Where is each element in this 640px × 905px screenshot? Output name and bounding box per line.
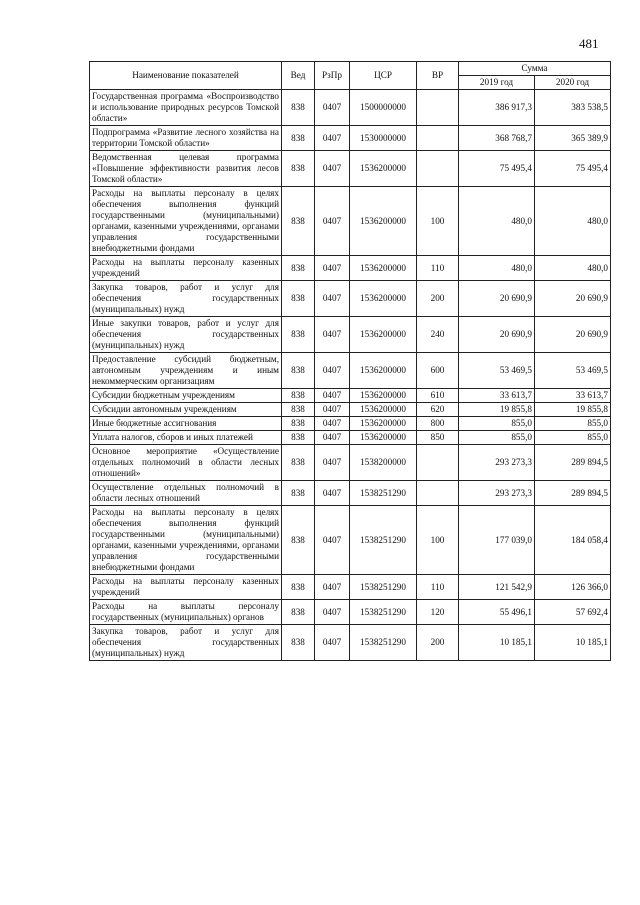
cell-vr xyxy=(417,126,459,151)
table-row xyxy=(90,90,611,126)
cell-csr: 1536200000 xyxy=(350,417,417,431)
table-row xyxy=(90,317,611,353)
table-row xyxy=(90,600,611,625)
cell-amount-2019: 480,0 xyxy=(459,256,535,281)
cell-amount-2020: 383 538,5 xyxy=(535,90,611,126)
cell-csr: 1500000000 xyxy=(350,90,417,126)
cell-vr: 240 xyxy=(417,317,459,353)
cell-name: Ведомственная целевая программа «Повышение эффективности развития лесов Томской области» xyxy=(90,151,282,187)
cell-name: Закупка товаров, работ и услуг для обеспечения государственных (муниципальных) нужд xyxy=(90,281,282,317)
cell-amount-2020: 19 855,8 xyxy=(535,403,611,417)
cell-amount-2020: 53 469,5 xyxy=(535,353,611,389)
table-row xyxy=(90,256,611,281)
cell-name: Осуществление отдельных полномочий в области лесных отношений xyxy=(90,481,282,506)
cell-ved: 838 xyxy=(282,353,315,389)
cell-name: Расходы на выплаты персоналу в целях обеспечения выполнения функций государственными (муниципальными) органами, казенными учреждениями, органами управления государственными внебюджетными фондами xyxy=(90,187,282,256)
cell-csr: 1538251290 xyxy=(350,506,417,575)
cell-amount-2020: 10 185,1 xyxy=(535,625,611,661)
cell-csr: 1536200000 xyxy=(350,187,417,256)
table-row xyxy=(90,281,611,317)
cell-amount-2020: 855,0 xyxy=(535,431,611,445)
table-header xyxy=(90,62,611,90)
cell-amount-2019: 855,0 xyxy=(459,417,535,431)
cell-ved: 838 xyxy=(282,389,315,403)
header-vr: ВР xyxy=(417,62,459,90)
cell-csr: 1536200000 xyxy=(350,431,417,445)
cell-ved: 838 xyxy=(282,481,315,506)
cell-amount-2019: 386 917,3 xyxy=(459,90,535,126)
cell-rzpr: 0407 xyxy=(315,317,350,353)
cell-csr: 1536200000 xyxy=(350,317,417,353)
table-row xyxy=(90,445,611,481)
cell-rzpr: 0407 xyxy=(315,281,350,317)
table-row xyxy=(90,575,611,600)
cell-rzpr: 0407 xyxy=(315,445,350,481)
cell-ved: 838 xyxy=(282,403,315,417)
header-rzpr: РзПр xyxy=(315,62,350,90)
cell-rzpr: 0407 xyxy=(315,575,350,600)
cell-name: Подпрограмма «Развитие лесного хозяйства на территории Томской области» xyxy=(90,126,282,151)
header-year-2019: 2019 год xyxy=(459,76,535,90)
cell-ved: 838 xyxy=(282,575,315,600)
page-number: 481 xyxy=(579,36,599,51)
cell-ved: 838 xyxy=(282,151,315,187)
cell-ved: 838 xyxy=(282,281,315,317)
cell-amount-2019: 20 690,9 xyxy=(459,317,535,353)
cell-name: Иные закупки товаров, работ и услуг для обеспечения государственных (муниципальных) нужд xyxy=(90,317,282,353)
cell-rzpr: 0407 xyxy=(315,625,350,661)
cell-csr: 1538200000 xyxy=(350,445,417,481)
cell-csr: 1536200000 xyxy=(350,403,417,417)
cell-csr: 1536200000 xyxy=(350,353,417,389)
cell-ved: 838 xyxy=(282,431,315,445)
cell-ved: 838 xyxy=(282,256,315,281)
cell-ved: 838 xyxy=(282,600,315,625)
cell-amount-2020: 480,0 xyxy=(535,187,611,256)
cell-amount-2019: 293 273,3 xyxy=(459,445,535,481)
cell-rzpr: 0407 xyxy=(315,353,350,389)
cell-vr: 110 xyxy=(417,575,459,600)
header-ved: Вед xyxy=(282,62,315,90)
cell-amount-2019: 177 039,0 xyxy=(459,506,535,575)
header-name: Наименование показателей xyxy=(90,62,282,90)
cell-rzpr: 0407 xyxy=(315,90,350,126)
table-row xyxy=(90,417,611,431)
cell-vr xyxy=(417,481,459,506)
cell-amount-2019: 121 542,9 xyxy=(459,575,535,600)
cell-name: Уплата налогов, сборов и иных платежей xyxy=(90,431,282,445)
table-row xyxy=(90,506,611,575)
cell-amount-2019: 75 495,4 xyxy=(459,151,535,187)
cell-rzpr: 0407 xyxy=(315,600,350,625)
cell-rzpr: 0407 xyxy=(315,151,350,187)
cell-name: Расходы на выплаты персоналу казенных учреждений xyxy=(90,575,282,600)
cell-rzpr: 0407 xyxy=(315,417,350,431)
table-row xyxy=(90,353,611,389)
cell-vr: 100 xyxy=(417,506,459,575)
cell-name: Субсидии автономным учреждениям xyxy=(90,403,282,417)
table-row xyxy=(90,126,611,151)
cell-name: Предоставление субсидий бюджетным, автономным учреждениям и иным некоммерческим организациям xyxy=(90,353,282,389)
cell-amount-2020: 289 894,5 xyxy=(535,481,611,506)
cell-ved: 838 xyxy=(282,317,315,353)
cell-vr: 850 xyxy=(417,431,459,445)
cell-csr: 1536200000 xyxy=(350,151,417,187)
cell-csr: 1530000000 xyxy=(350,126,417,151)
cell-amount-2020: 57 692,4 xyxy=(535,600,611,625)
table-row xyxy=(90,431,611,445)
cell-name: Субсидии бюджетным учреждениям xyxy=(90,389,282,403)
cell-ved: 838 xyxy=(282,625,315,661)
cell-ved: 838 xyxy=(282,417,315,431)
cell-amount-2020: 855,0 xyxy=(535,417,611,431)
cell-rzpr: 0407 xyxy=(315,506,350,575)
cell-vr: 610 xyxy=(417,389,459,403)
cell-name: Основное мероприятие «Осуществление отдельных полномочий в области лесных отношений» xyxy=(90,445,282,481)
cell-vr xyxy=(417,445,459,481)
cell-amount-2019: 19 855,8 xyxy=(459,403,535,417)
cell-vr xyxy=(417,151,459,187)
cell-vr: 200 xyxy=(417,625,459,661)
cell-amount-2019: 293 273,3 xyxy=(459,481,535,506)
header-sum: Сумма xyxy=(459,62,611,76)
cell-amount-2019: 33 613,7 xyxy=(459,389,535,403)
cell-amount-2020: 184 058,4 xyxy=(535,506,611,575)
table-row xyxy=(90,481,611,506)
cell-csr: 1538251290 xyxy=(350,600,417,625)
cell-csr: 1538251290 xyxy=(350,575,417,600)
cell-amount-2020: 33 613,7 xyxy=(535,389,611,403)
cell-vr xyxy=(417,90,459,126)
cell-amount-2019: 855,0 xyxy=(459,431,535,445)
cell-rzpr: 0407 xyxy=(315,389,350,403)
cell-vr: 200 xyxy=(417,281,459,317)
cell-csr: 1536200000 xyxy=(350,389,417,403)
table-row xyxy=(90,403,611,417)
cell-rzpr: 0407 xyxy=(315,187,350,256)
cell-rzpr: 0407 xyxy=(315,256,350,281)
cell-ved: 838 xyxy=(282,126,315,151)
cell-amount-2020: 20 690,9 xyxy=(535,317,611,353)
cell-amount-2020: 126 366,0 xyxy=(535,575,611,600)
cell-ved: 838 xyxy=(282,445,315,481)
cell-rzpr: 0407 xyxy=(315,403,350,417)
cell-vr: 100 xyxy=(417,187,459,256)
cell-csr: 1538251290 xyxy=(350,481,417,506)
cell-vr: 600 xyxy=(417,353,459,389)
cell-amount-2019: 480,0 xyxy=(459,187,535,256)
cell-vr: 620 xyxy=(417,403,459,417)
cell-amount-2019: 20 690,9 xyxy=(459,281,535,317)
cell-rzpr: 0407 xyxy=(315,481,350,506)
cell-vr: 110 xyxy=(417,256,459,281)
cell-vr: 800 xyxy=(417,417,459,431)
cell-rzpr: 0407 xyxy=(315,126,350,151)
cell-vr: 120 xyxy=(417,600,459,625)
cell-csr: 1536200000 xyxy=(350,256,417,281)
cell-amount-2020: 365 389,9 xyxy=(535,126,611,151)
budget-table xyxy=(89,61,611,661)
cell-csr: 1538251290 xyxy=(350,625,417,661)
cell-csr: 1536200000 xyxy=(350,281,417,317)
cell-amount-2020: 75 495,4 xyxy=(535,151,611,187)
cell-ved: 838 xyxy=(282,90,315,126)
cell-amount-2019: 10 185,1 xyxy=(459,625,535,661)
cell-name: Иные бюджетные ассигнования xyxy=(90,417,282,431)
cell-ved: 838 xyxy=(282,506,315,575)
cell-name: Расходы на выплаты персоналу в целях обеспечения выполнения функций государственными (муниципальными) органами, казенными учреждениями, органами управления государственными внебюджетными фондами xyxy=(90,506,282,575)
cell-name: Расходы на выплаты персоналу казенных учреждений xyxy=(90,256,282,281)
cell-rzpr: 0407 xyxy=(315,431,350,445)
cell-amount-2020: 289 894,5 xyxy=(535,445,611,481)
table-row xyxy=(90,625,611,661)
cell-amount-2020: 20 690,9 xyxy=(535,281,611,317)
table-row xyxy=(90,187,611,256)
table-row xyxy=(90,151,611,187)
cell-name: Государственная программа «Воспроизводство и использование природных ресурсов Томской области» xyxy=(90,90,282,126)
cell-amount-2019: 55 496,1 xyxy=(459,600,535,625)
header-year-2020: 2020 год xyxy=(535,76,611,90)
cell-amount-2019: 368 768,7 xyxy=(459,126,535,151)
cell-name: Закупка товаров, работ и услуг для обеспечения государственных (муниципальных) нужд xyxy=(90,625,282,661)
cell-ved: 838 xyxy=(282,187,315,256)
table-row xyxy=(90,389,611,403)
header-csr: ЦСР xyxy=(350,62,417,90)
cell-amount-2020: 480,0 xyxy=(535,256,611,281)
cell-name: Расходы на выплаты персоналу государственных (муниципальных) органов xyxy=(90,600,282,625)
cell-amount-2019: 53 469,5 xyxy=(459,353,535,389)
table-body xyxy=(90,90,611,661)
